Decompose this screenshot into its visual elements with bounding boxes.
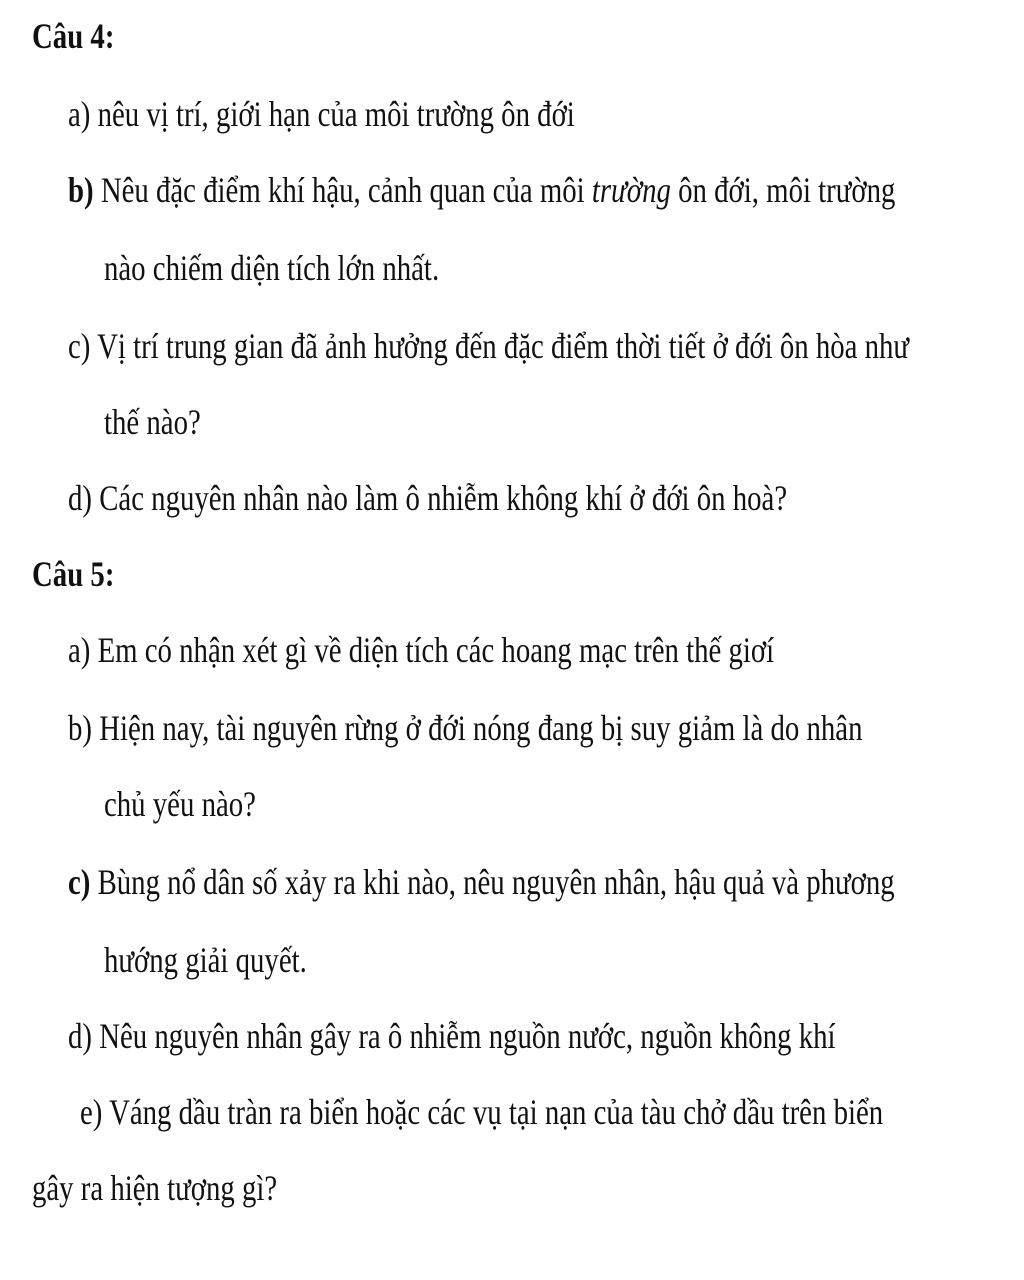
item-text: Các nguyên nhân nào làm ô nhiễm không khí ở đới ôn hoà? bbox=[99, 478, 788, 518]
question-4-heading: Câu 4: bbox=[32, 16, 115, 56]
question-5-item-e bbox=[80, 1090, 883, 1134]
question-5-item-c bbox=[68, 860, 895, 904]
item-label: c) bbox=[68, 326, 91, 366]
item-text: Em có nhận xét gì về diện tích các hoang mạc trên thế giơí bbox=[97, 630, 775, 670]
question-4-item-c-continuation: thế nào? bbox=[104, 402, 201, 442]
question-5-item-a bbox=[68, 628, 774, 672]
item-text-italic: trường bbox=[591, 170, 671, 210]
item-text: Váng dầu tràn ra biển hoặc các vụ tại nạn của tàu chở dầu trên biển bbox=[109, 1092, 884, 1132]
item-label: e) bbox=[80, 1092, 103, 1132]
item-label: d) bbox=[68, 478, 92, 518]
question-5-heading: Câu 5: bbox=[32, 554, 115, 594]
item-text: nêu vị trí, giới hạn của môi trường ôn đới bbox=[97, 94, 575, 134]
item-text: Nêu nguyên nhân gây ra ô nhiễm nguồn nước, nguồn không khí bbox=[99, 1016, 836, 1056]
question-4-item-c bbox=[68, 324, 909, 368]
item-text: Hiện nay, tài nguyên rừng ở đới nóng đang bị suy giảm là do nhân bbox=[99, 708, 863, 748]
item-label: c) bbox=[68, 862, 91, 902]
question-4-item-a bbox=[68, 92, 575, 136]
question-5-item-b-continuation: chủ yếu nào? bbox=[104, 784, 256, 824]
item-text-after: ôn đới, môi trường bbox=[678, 170, 896, 210]
question-5-item-c-continuation: hướng giải quyết. bbox=[104, 940, 307, 980]
question-5-item-e-continuation: gây ra hiện tượng gì? bbox=[32, 1168, 278, 1208]
question-4-item-b-continuation: nào chiếm diện tích lớn nhất. bbox=[104, 248, 440, 288]
item-text-before: Nêu đặc điểm khí hậu, cảnh quan của môi bbox=[100, 170, 585, 210]
item-text: Vị trí trung gian đã ảnh hưởng đến đặc điểm thời tiết ở đới ôn hòa như bbox=[97, 326, 910, 366]
item-label: d) bbox=[68, 1016, 92, 1056]
item-label: b) bbox=[68, 170, 94, 210]
question-4-item-d bbox=[68, 476, 787, 520]
question-5-item-b bbox=[68, 706, 862, 750]
item-label: a) bbox=[68, 94, 91, 134]
question-4-item-b bbox=[68, 168, 895, 212]
question-5-item-d bbox=[68, 1014, 836, 1058]
item-label: b) bbox=[68, 708, 92, 748]
item-label: a) bbox=[68, 630, 91, 670]
item-text: Bùng nổ dân số xảy ra khi nào, nêu nguyên nhân, hậu quả và phương bbox=[97, 862, 895, 902]
